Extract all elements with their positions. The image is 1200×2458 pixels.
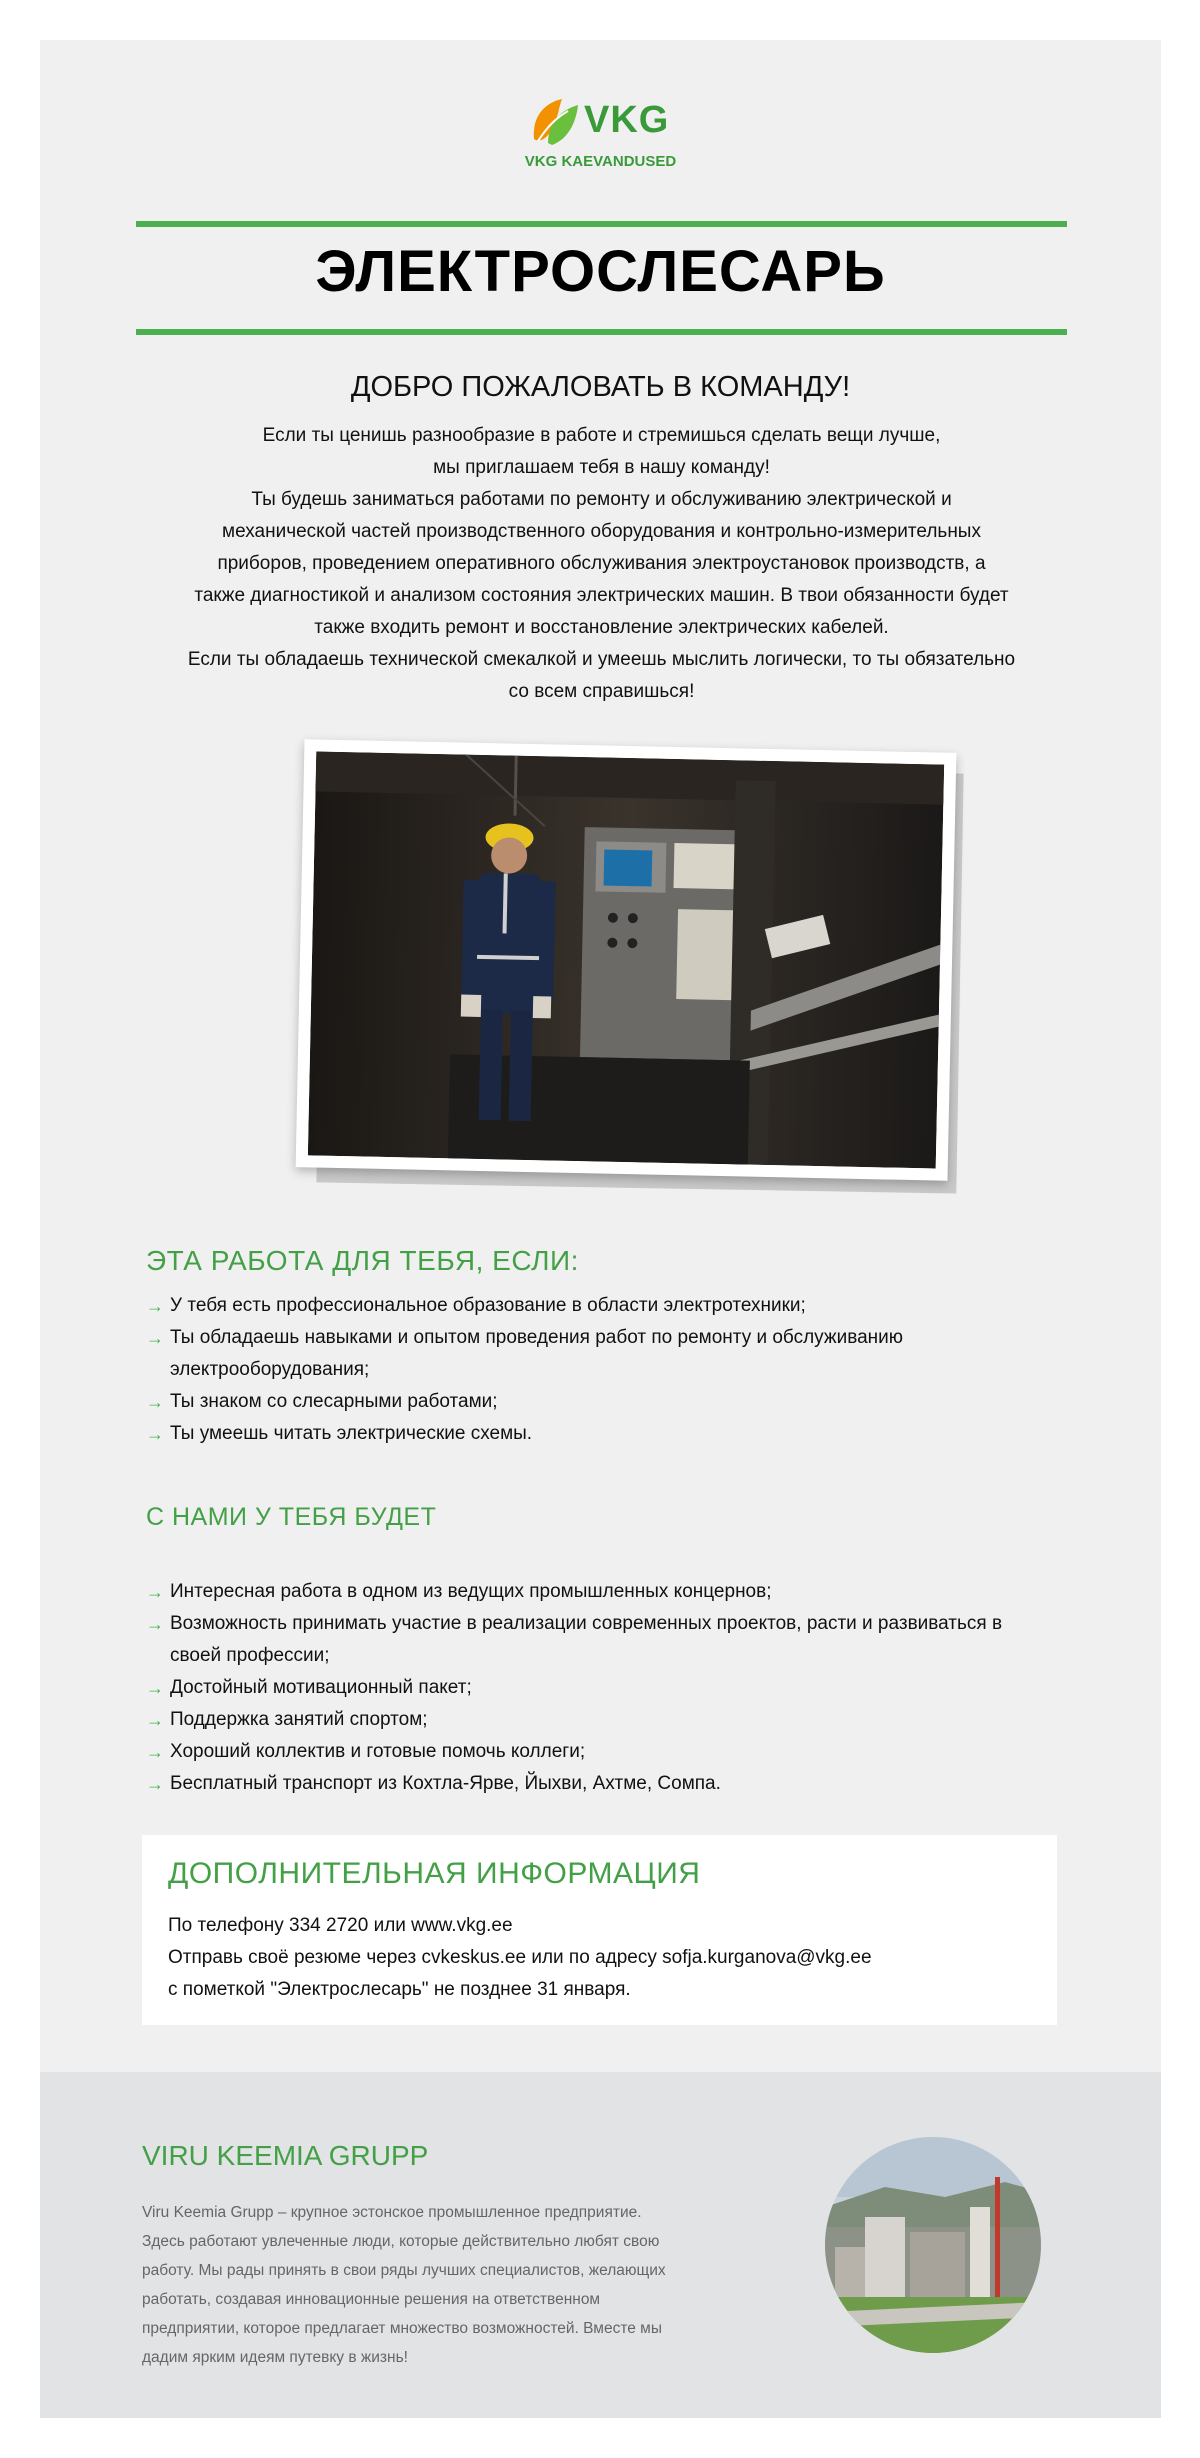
list-item	[146, 1322, 1046, 1386]
info-phone: По телефону 334 2720 или www.vkg.ee	[168, 1915, 513, 1936]
arrow-right-icon: →	[146, 1678, 164, 1698]
info-box	[142, 1835, 1057, 2025]
photo-frame	[296, 739, 957, 1181]
worker-photo-image	[308, 751, 944, 1168]
list-item-text: Бесплатный транспорт из Кохтла-Ярве, Йыхви, Ахтме, Сомпа.	[170, 1773, 721, 1794]
list-item-text: Интересная работа в одном из ведущих промышленных концернов;	[170, 1581, 772, 1602]
benefits-list	[146, 1576, 1046, 1800]
list-item-text: Достойный мотивационный пакет;	[170, 1677, 472, 1698]
logo-subtitle: VKG KAEVANDUSED	[524, 153, 677, 170]
list-item	[146, 1290, 1046, 1322]
arrow-right-icon: →	[146, 1614, 164, 1634]
intro-line: также входить ремонт и восстановление электрических кабелей.	[314, 617, 889, 638]
benefits-heading: С НАМИ У ТЕБЯ БУДЕТ	[146, 1503, 437, 1531]
footer-line: Здесь работают увлеченные люди, которые действительно любят свою	[142, 2233, 660, 2250]
list-item-text: У тебя есть профессиональное образование в области электротехники;	[170, 1295, 806, 1316]
intro-line: Ты будешь заниматься работами по ремонту и обслуживанию электрической и	[251, 489, 952, 510]
divider-top	[136, 221, 1067, 227]
info-apply: Отправь своё резюме через cvkeskus.ee или по адресу sofja.kurganova@vkg.ee	[168, 1947, 872, 1968]
page-title: ЭЛЕКТРОСЛЕСАРЬ	[315, 239, 886, 304]
list-item	[146, 1386, 1046, 1418]
list-item-text: Ты умеешь читать электрические схемы.	[170, 1423, 533, 1444]
list-item-text: Ты обладаешь навыками и опытом проведения работ по ремонту и обслуживанию электрооборудования;	[170, 1327, 904, 1380]
list-item	[146, 1704, 1046, 1736]
requirements-list	[146, 1290, 1046, 1450]
info-heading: ДОПОЛНИТЕЛЬНАЯ ИНФОРМАЦИЯ	[168, 1857, 701, 1890]
arrow-right-icon: →	[146, 1774, 164, 1794]
arrow-right-icon: →	[146, 1582, 164, 1602]
footer-line: дадим ярким идеям путевку в жизнь!	[142, 2349, 408, 2366]
intro-line: со всем справишься!	[508, 681, 695, 702]
plant-photo	[825, 2137, 1041, 2353]
footer-line: предприятии, которое предлагает множество возможностей. Вместе мы	[142, 2320, 662, 2337]
footer-text	[142, 2198, 732, 2372]
list-item-text: Хороший коллектив и готовые помочь коллеги;	[170, 1741, 586, 1762]
requirements-heading: ЭТА РАБОТА ДЛЯ ТЕБЯ, ЕСЛИ:	[146, 1245, 579, 1276]
arrow-right-icon: →	[146, 1710, 164, 1730]
footer-line: работать, создавая инновационные решения на ответственном	[142, 2291, 601, 2308]
list-item	[146, 1672, 1046, 1704]
arrow-right-icon: →	[146, 1742, 164, 1762]
arrow-right-icon: →	[146, 1296, 164, 1316]
arrow-right-icon: →	[146, 1424, 164, 1444]
plant-photo-image	[825, 2137, 1041, 2353]
intro-text	[136, 420, 1067, 708]
list-item-text: Ты знаком со слесарными работами;	[170, 1391, 498, 1412]
logo	[40, 95, 1161, 175]
welcome-heading: ДОБРО ПОЖАЛОВАТЬ В КОМАНДУ!	[350, 371, 851, 403]
intro-line: Если ты ценишь разнообразие в работе и стремишься сделать вещи лучше,	[262, 425, 941, 446]
vkg-leaf-logo-icon	[528, 95, 582, 149]
footer	[40, 2072, 1161, 2418]
list-item	[146, 1736, 1046, 1768]
intro-line: Если ты обладаешь технической смекалкой и умеешь мыслить логически, то ты обязательно	[187, 649, 1016, 670]
intro-line: приборов, проведением оперативного обслуживания электроустановок производств, а	[217, 553, 986, 574]
worker-photo	[290, 738, 958, 1190]
logo-mark	[528, 95, 688, 149]
list-item	[146, 1608, 1046, 1672]
intro-line: также диагностикой и анализом состояния электрических машин. В твои обязанности будет	[194, 585, 1009, 606]
intro-line: мы приглашаем тебя в нашу команду!	[433, 457, 770, 478]
arrow-right-icon: →	[146, 1392, 164, 1412]
logo-brand: VKG	[584, 99, 670, 141]
list-item	[146, 1418, 1046, 1450]
footer-line: работу. Мы рады принять в свои ряды лучших специалистов, желающих	[142, 2262, 666, 2279]
intro-line: механической частей производственного оборудования и контрольно-измерительных	[222, 521, 981, 542]
footer-line: Viru Keemia Grupp – крупное эстонское промышленное предприятие.	[142, 2204, 642, 2221]
list-item-text: Поддержка занятий спортом;	[170, 1709, 428, 1730]
arrow-right-icon: →	[146, 1328, 164, 1348]
list-item-text: Возможность принимать участие в реализации современных проектов, расти и развиваться в своей профессии;	[170, 1613, 1003, 1666]
list-item	[146, 1576, 1046, 1608]
divider-bottom	[136, 329, 1067, 335]
job-posting	[40, 40, 1161, 2418]
footer-heading: VIRU KEEMIA GRUPP	[142, 2140, 429, 2171]
info-deadline: с пометкой "Электрослесарь" не позднее 31 января.	[168, 1979, 631, 2000]
list-item	[146, 1768, 1046, 1800]
